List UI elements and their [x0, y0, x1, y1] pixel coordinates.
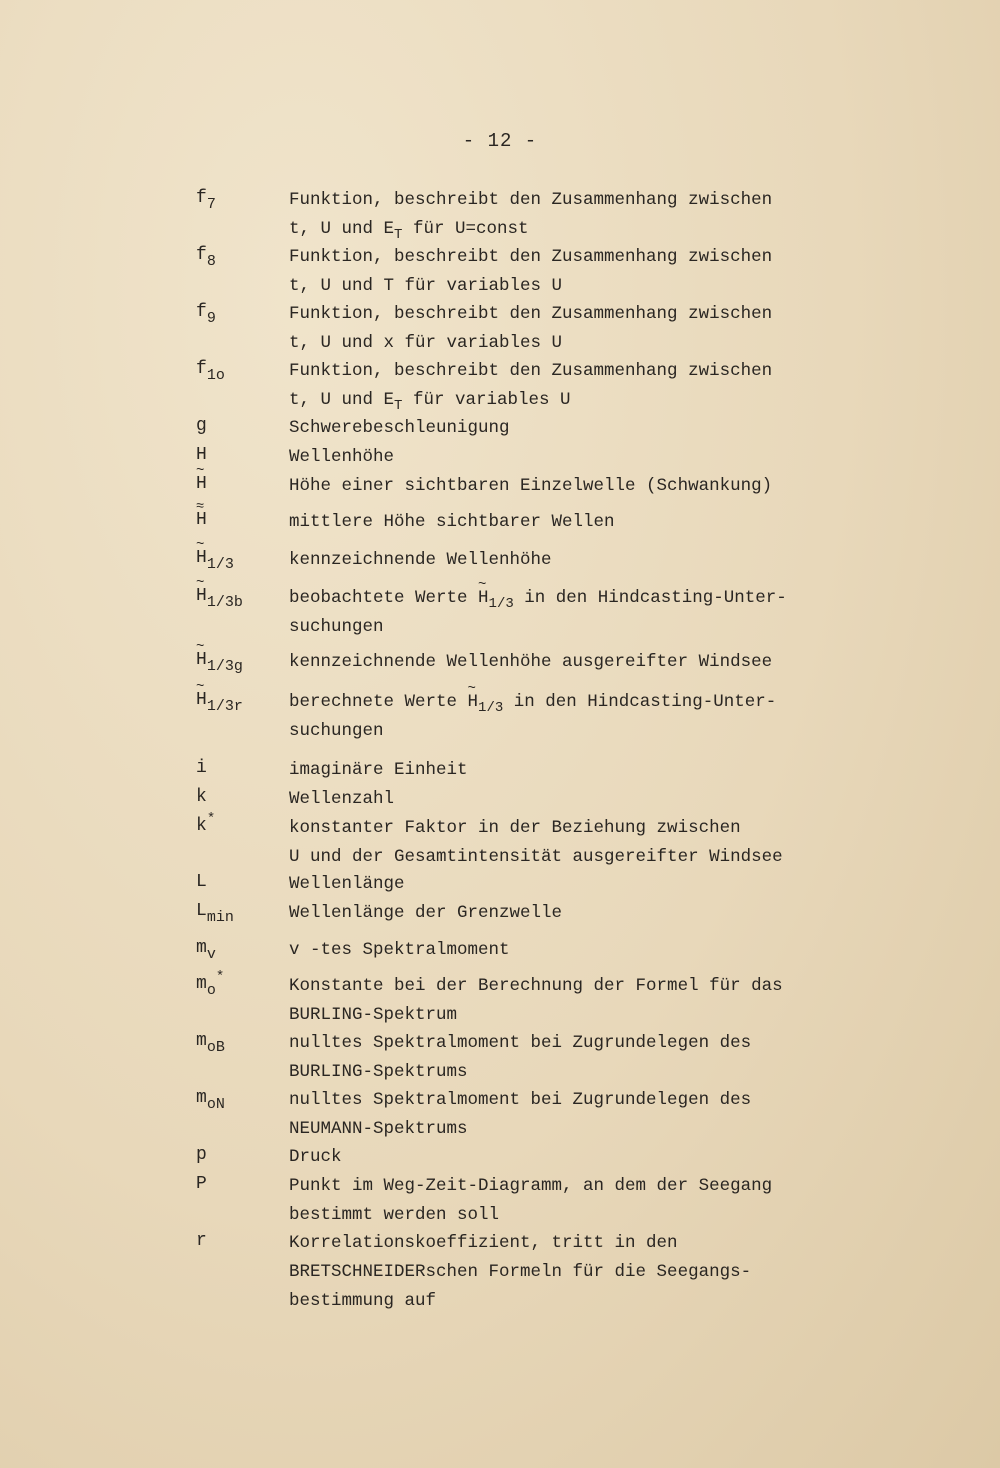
definition-line: Höhe einer sichtbaren Einzelwelle (Schwankung) [289, 476, 773, 496]
definition [289, 688, 776, 746]
symbol: ≈ H [196, 510, 207, 530]
definition [289, 243, 772, 301]
definition-line: nulltes Spektralmoment bei Zugrundelegen des [289, 1033, 752, 1053]
definition-line: Wellenlänge der Grenzwelle [289, 903, 563, 923]
definition-line: kennzeichnende Wellenhöhe ausgereifter Windsee [289, 652, 773, 672]
definition-line: t, U und $E_T$ für variables U [289, 390, 571, 414]
definition-line: berechnete Werte ~ $H_{1/3}$ in den Hindcasting-Unter- [289, 688, 776, 717]
symbol: $m_{oN}$ [196, 1088, 225, 1113]
symbol: $L_{min}$ [196, 901, 234, 926]
page-number: - 12 - [462, 130, 538, 152]
definition [289, 186, 772, 244]
definition-line: Korrelationskoeffizient, tritt in den [289, 1233, 678, 1253]
definition-line: U und der Gesamtintensität ausgereifter Windsee [289, 847, 783, 867]
definition [289, 648, 772, 677]
symbol: $f_9$ [196, 302, 216, 327]
definition [289, 1172, 772, 1230]
definition [289, 472, 772, 501]
symbol: $m_v$ [196, 938, 216, 963]
symbol: $m_o^*$ [196, 969, 225, 999]
definition-line: Funktion, beschreibt den Zusammenhang zwischen [289, 304, 773, 324]
definition-line: Punkt im Weg-Zeit-Diagramm, an dem der Seegang [289, 1176, 773, 1196]
definition-line: bestimmung auf [289, 1291, 437, 1311]
symbol: $f_8$ [196, 245, 216, 270]
symbol: H [196, 445, 207, 465]
definition [289, 357, 772, 415]
symbol: $f_7$ [196, 188, 216, 213]
definition-line: Wellenhöhe [289, 447, 395, 467]
definition [289, 756, 468, 785]
definition [289, 508, 615, 537]
definition-line: t, U und $E_T$ für U=const [289, 219, 529, 243]
definition [289, 936, 510, 965]
symbol: i [196, 758, 207, 778]
symbol: ~ H [196, 474, 207, 494]
definition-line: suchungen [289, 721, 384, 741]
definition-line: BURLING-Spektrum [289, 1005, 458, 1025]
definition-line: bestimmt werden soll [289, 1205, 500, 1225]
definition-line: BURLING-Spektrums [289, 1062, 468, 1082]
definition-line: Funktion, beschreibt den Zusammenhang zwischen [289, 190, 773, 210]
definition-line: Konstante bei der Berechnung der Formel für das [289, 976, 783, 996]
definition-line: Schwerebeschleunigung [289, 418, 510, 438]
definition-line: NEUMANN-Spektrums [289, 1119, 468, 1139]
definition [289, 300, 772, 358]
symbol: p [196, 1145, 207, 1165]
symbol: k [196, 787, 207, 807]
definition-line: imaginäre Einheit [289, 760, 468, 780]
definition [289, 1229, 751, 1316]
definition [289, 546, 552, 575]
symbol: k* [196, 811, 216, 836]
definition [289, 870, 405, 899]
definition [289, 1086, 751, 1144]
definition-line: Wellenzahl [289, 789, 395, 809]
definition-line: Funktion, beschreibt den Zusammenhang zwischen [289, 361, 773, 381]
definition-line: suchungen [289, 617, 384, 637]
symbol: $m_{oB}$ [196, 1031, 225, 1056]
definition [289, 1029, 751, 1087]
symbol: r [196, 1231, 207, 1251]
definition [289, 443, 394, 472]
definition [289, 1143, 342, 1172]
definition-line: t, U und T für variables U [289, 276, 563, 296]
definition [289, 414, 510, 443]
definition-line: Druck [289, 1147, 342, 1167]
definition-line: Wellenlänge [289, 874, 405, 894]
definition-line: t, U und x für variables U [289, 333, 563, 353]
definition [289, 972, 783, 1030]
definition [289, 785, 394, 814]
symbol: g [196, 416, 207, 436]
definition [289, 899, 562, 928]
symbol: P [196, 1174, 207, 1194]
definition [289, 584, 787, 642]
definition-line: BRETSCHNEIDERschen Formeln für die Seegangs- [289, 1262, 752, 1282]
symbol: ~ $H_{1/3b}$ [196, 586, 243, 606]
definition-line: beobachtete Werte ~ $H_{1/3}$ in den Hindcasting-Unter- [289, 584, 787, 613]
symbol: $f_{1o}$ [196, 359, 225, 384]
symbol: ~ $H_{1/3r}$ [196, 690, 243, 710]
symbol: ~ $H_{1/3g}$ [196, 650, 243, 670]
symbol: ~ $H_{1/3}$ [196, 548, 234, 568]
definition-line: nulltes Spektralmoment bei Zugrundelegen des [289, 1090, 752, 1110]
definition-line: kennzeichnende Wellenhöhe [289, 550, 552, 570]
definition-line: konstanter Faktor in der Beziehung zwischen [289, 818, 741, 838]
definition [289, 814, 783, 872]
symbol: L [196, 872, 207, 892]
definition-line: Funktion, beschreibt den Zusammenhang zwischen [289, 247, 773, 267]
definition-line: v -tes Spektralmoment [289, 940, 510, 960]
definition-line: mittlere Höhe sichtbarer Wellen [289, 512, 615, 532]
